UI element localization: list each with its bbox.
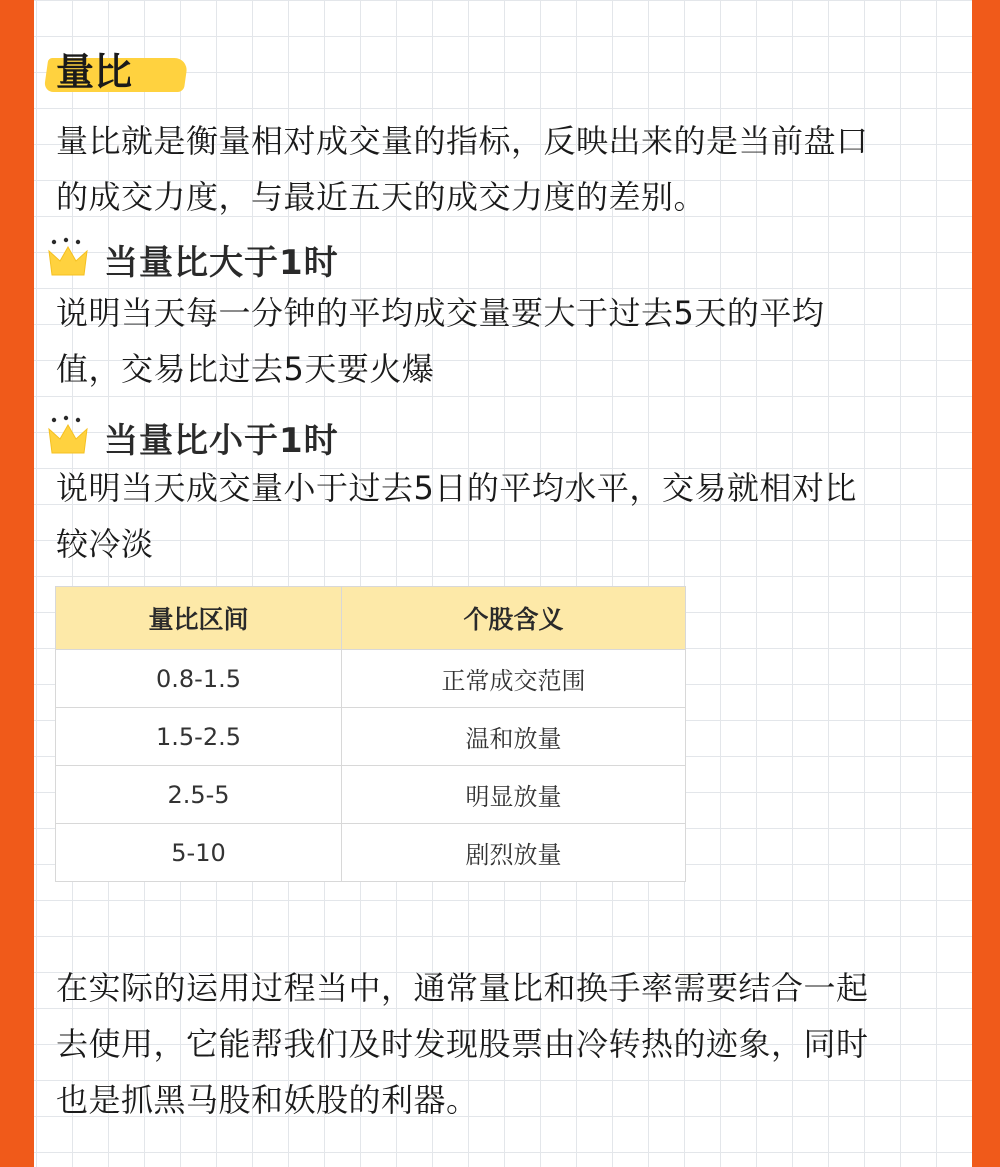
intro-line: 的成交力度，与最近五天的成交力度的差别。 (56, 178, 707, 216)
intro-paragraph (56, 113, 970, 225)
table-header-row (56, 587, 686, 650)
section-line: 说明当天每一分钟的平均成交量要大于过去5天的平均 (56, 294, 825, 332)
section-heading-greater (46, 234, 339, 284)
table-row (56, 708, 686, 766)
conclusion-line: 去使用，它能帮我们及时发现股票由冷转热的迹象，同时 (56, 1025, 869, 1063)
crown-icon (46, 415, 92, 459)
conclusion-line: 在实际的运用过程当中，通常量比和换手率需要结合一起 (56, 969, 869, 1007)
title-block (46, 46, 132, 98)
section-body-greater (56, 285, 970, 397)
section-heading-text: 当量比小于1时 (104, 420, 339, 461)
section-body-less (56, 460, 970, 572)
section-heading-less (46, 412, 339, 462)
conclusion-line: 也是抓黑马股和妖股的利器。 (56, 1081, 479, 1119)
section-heading-text: 当量比大于1时 (104, 242, 339, 283)
table-header-cell: 个股含义 (342, 587, 686, 650)
table-cell-meaning: 正常成交范围 (342, 650, 686, 708)
page-title: 量比 (56, 50, 133, 94)
intro-line: 量比就是衡量相对成交量的指标，反映出来的是当前盘口 (56, 122, 869, 160)
table-row (56, 650, 686, 708)
volume-ratio-table (55, 586, 686, 882)
table-cell-range: 5-10 (56, 824, 342, 882)
section-line: 较冷淡 (56, 525, 154, 563)
conclusion-paragraph (56, 960, 970, 1128)
section-line: 说明当天成交量小于过去5日的平均水平，交易就相对比 (56, 469, 857, 507)
table-cell-meaning: 明显放量 (342, 766, 686, 824)
table-row (56, 766, 686, 824)
table-cell-meaning: 温和放量 (342, 708, 686, 766)
table-cell-range: 2.5-5 (56, 766, 342, 824)
table-cell-range: 0.8-1.5 (56, 650, 342, 708)
crown-icon (46, 237, 92, 281)
table-header-cell: 量比区间 (56, 587, 342, 650)
right-orange-border (972, 0, 1000, 1167)
table-row (56, 824, 686, 882)
section-line: 值，交易比过去5天要火爆 (56, 350, 435, 388)
table-cell-range: 1.5-2.5 (56, 708, 342, 766)
table-cell-meaning: 剧烈放量 (342, 824, 686, 882)
left-orange-border (0, 0, 34, 1167)
